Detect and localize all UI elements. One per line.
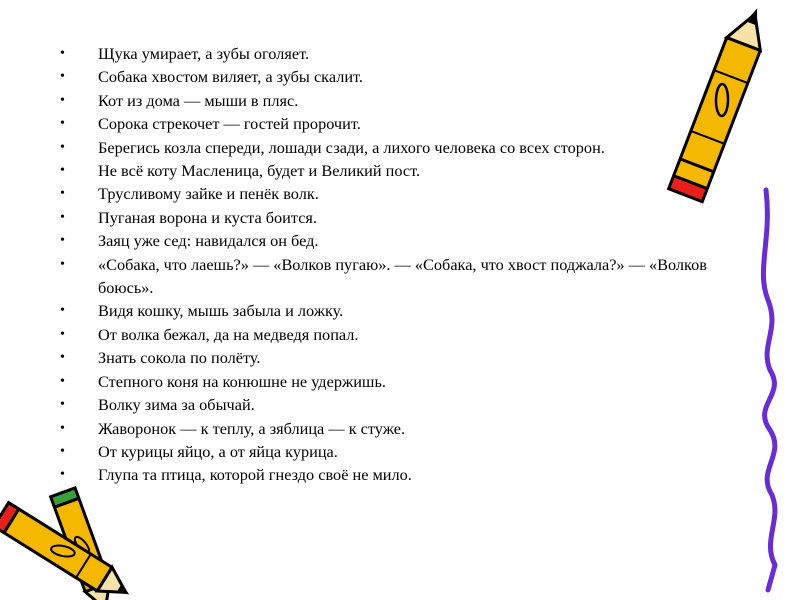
proverb-text: Пуганая ворона и куста боится. (98, 207, 317, 227)
proverb-text: От курицы яйцо, а от яйца курица. (98, 441, 338, 461)
bullet: • (60, 373, 65, 389)
proverb-text: Степного коня на конюшне не удержишь. (98, 371, 386, 391)
bullet: • (60, 69, 65, 85)
purple-squiggle (763, 190, 775, 590)
bullet: • (60, 443, 65, 459)
proverb-text: Собака хвостом виляет, а зубы скалит. (98, 67, 363, 87)
bullet: • (60, 420, 65, 436)
proverb-text: Щука умирает, а зубы оголяет. (98, 44, 310, 63)
bullet: • (60, 233, 65, 249)
proverb-text: Заяц уже сед: навидался он бед. (98, 231, 319, 251)
bullet: • (60, 256, 65, 272)
bullet: • (60, 467, 65, 483)
proverb-text: Волку зима за обычай. (98, 395, 255, 415)
bullet: • (60, 92, 65, 108)
bullet: • (60, 350, 65, 366)
bullet: • (60, 116, 65, 132)
proverb-text: Кот из дома — мыши в пляс. (98, 90, 299, 110)
proverb-text: Глупа та птица, которой гнездо своё не мило. (98, 465, 412, 485)
bullet: • (60, 303, 65, 319)
bullet: • (60, 139, 65, 155)
proverb-text: Трусливому зайке и пенёк волк. (98, 184, 319, 204)
proverb-text: Сорока стрекочет — гостей пророчит. (98, 114, 361, 134)
bullet: • (60, 163, 65, 179)
bullet: • (60, 326, 65, 342)
proverb-text: Знать сокола по полёту. (98, 348, 261, 368)
proverb-text: Не всё коту Масленица, будет и Великий пост. (98, 161, 421, 181)
proverb-text: Видя кошку, мышь забыла и ложку. (98, 301, 344, 321)
proverb-text: От волка бежал, да на медведя попал. (98, 324, 359, 344)
proverb-text: «Собака, что лаешь?» — «Волков пугаю». — «Собака, что хвост поджала?» — «Волков боюсь». (98, 254, 707, 298)
proverb-text: Берегись козла спереди, лошади сзади, а лихого человека со всех сторон. (98, 137, 605, 157)
bullet: • (60, 209, 65, 225)
bullet: • (60, 397, 65, 413)
bullet: • (60, 186, 65, 202)
bullet: • (60, 46, 65, 61)
pencil-icon (669, 2, 774, 202)
proverb-text: Жаворонок — к теплу, а зяблица — к стуже. (98, 418, 406, 438)
